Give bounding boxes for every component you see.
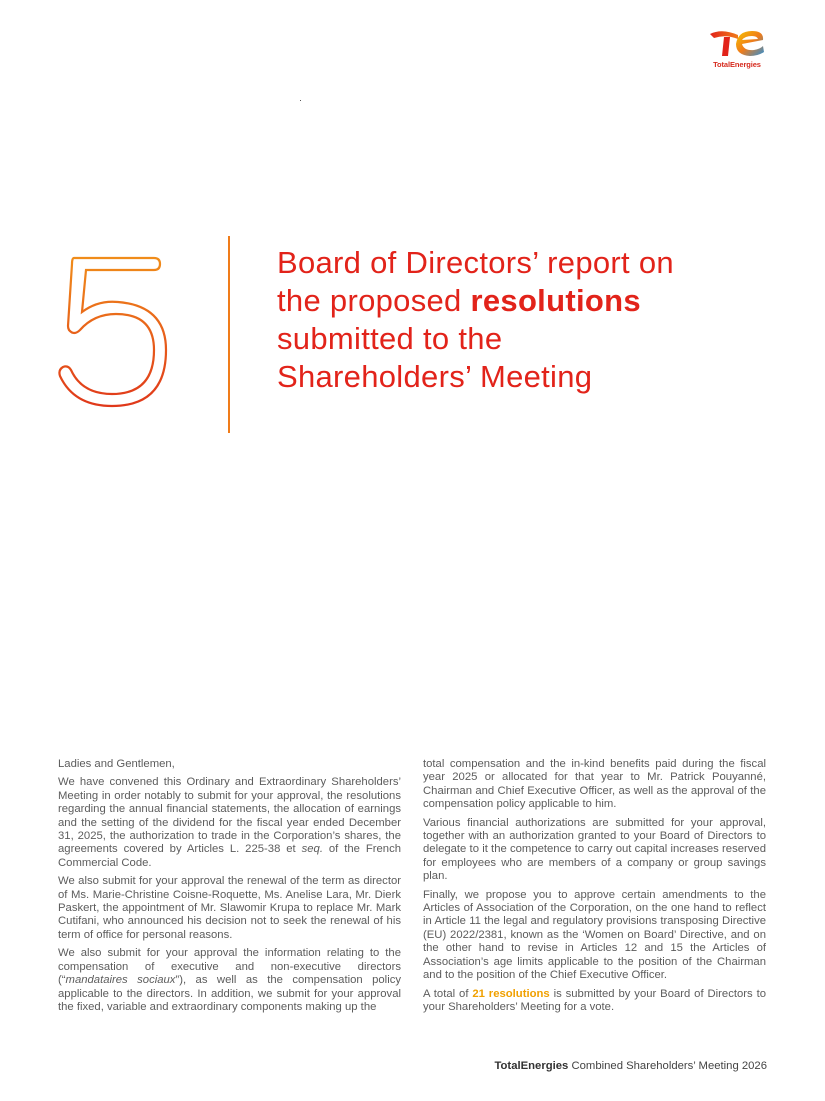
footer-brand: TotalEnergies	[494, 1060, 569, 1072]
salutation: Ladies and Gentlemen,	[58, 758, 175, 770]
logo-wordmark: TotalEnergies	[713, 60, 761, 69]
paragraph: We also submit for your approval the renewal of the term as director of Ms. Marie-Christine Coisne-Roquette, Ms. Anelise Lara, Mr. Dierk Paskert, the appointment of Mr. Slawomir Krupa to replace Mr. Mark Cutifani, who announced his decision not to seek the renewal of his term of office for personal reasons.	[58, 875, 401, 941]
body-column-left	[58, 758, 401, 1019]
resolutions-count: 21 resolutions	[472, 987, 550, 1000]
chapter-number	[54, 250, 172, 415]
paragraph: We also submit for your approval the information relating to the compensation of executive and non-executive directors (“mandataires sociaux”), as well as the compensation policy applicable to the directors. In addition, we submit for your approval the fixed, variable and extraordinary components making up the	[58, 947, 402, 1013]
paragraph: total compensation and the in-kind benefits paid during the fiscal year 2025 or allocated for that year to Mr. Patrick Pouyanné, Chairman and Chief Executive Officer, as well as the approval of the compensation policy applicable to him.	[423, 758, 766, 811]
footer-text: Combined Shareholders’ Meeting 2026	[568, 1060, 767, 1072]
paragraph: We have convened this Ordinary and Extraordinary Shareholders’ Meeting in order notably to submit for your approval, the resolutions regarding the annual financial statements, the allocation of earnings and the setting of the dividend for the fiscal year ended December 31, 2025, the authorization to trade in the Corporation’s shares, the agreements covered by Articles L. 225-38 et seq. of the French Commercial Code.	[58, 776, 401, 869]
paragraph: Finally, we propose you to approve certain amendments to the Articles of Association of the Corporation, on the one hand to reflect in Article 11 the legal and regulatory provisions transposing Directive (EU) 2022/2381, known as the ‘Women on Board’ Directive, and on the other hand to revise in Articles 12 and 15 the Articles of Association’s age limits applicable to the position of the Chairman and to the position of the Chief Executive Officer.	[423, 888, 766, 982]
totalenergies-logo	[704, 26, 770, 70]
chapter-title: Board of Directors’ report on the proposed resolutions submitted to the Shareholders’ Meeting	[277, 245, 674, 394]
stray-dot	[300, 100, 301, 101]
page-footer	[494, 1060, 767, 1072]
chapter-divider	[228, 236, 230, 433]
chapter-title-bold: resolutions	[470, 283, 641, 318]
body-column-right	[423, 758, 766, 1019]
chapter-number-outline	[54, 250, 172, 410]
paragraph: A total of 21 resolutions is submitted by your Board of Directors to your Shareholders’ Meeting for a vote.	[423, 987, 766, 1013]
totalenergies-logo-icon	[708, 26, 768, 58]
paragraph: Various financial authorizations are submitted for your approval, together with an authorization granted to your Board of Directors to delegate to it the competence to carry out capital increases reserved for employees who are members of a company or group savings plan.	[423, 816, 766, 883]
